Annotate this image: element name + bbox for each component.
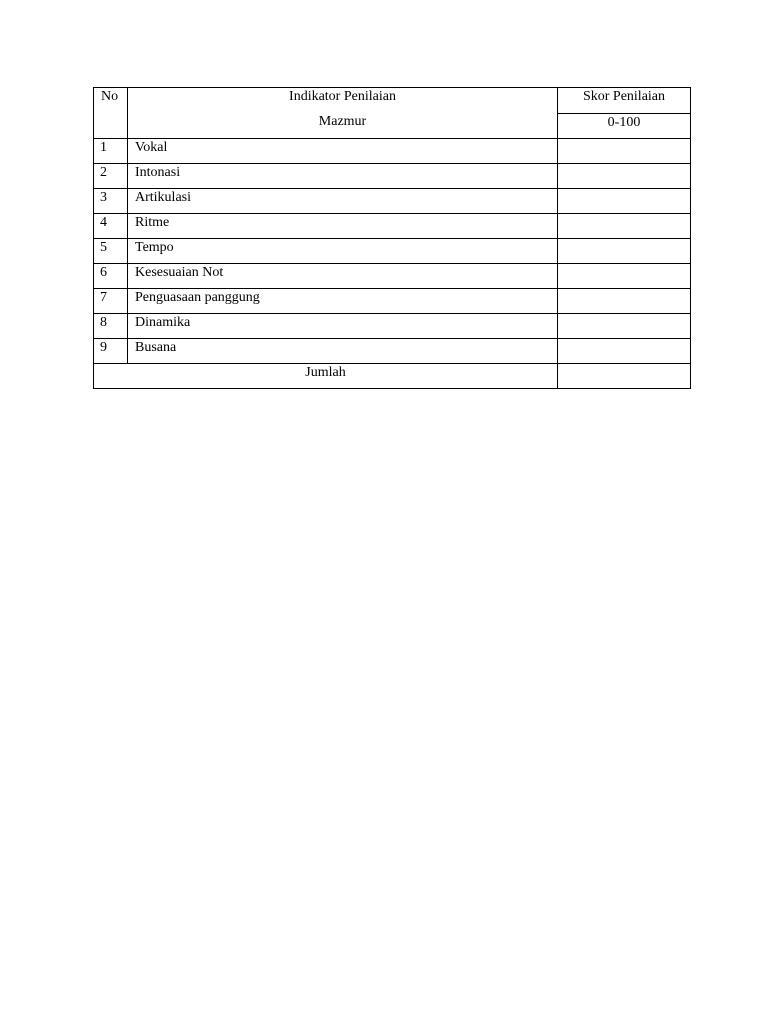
row-indicator-cell [128,314,558,339]
row-no-cell [94,164,128,189]
row-no-cell [94,214,128,239]
header-score-cell [558,88,691,114]
row-indicator-cell [128,214,558,239]
table-row [94,314,691,339]
row-score-cell [558,339,691,364]
row-score [558,239,690,241]
row-indicator: Kesesuaian Not [135,265,224,280]
row-no: 4 [100,215,107,230]
header-score-line2: 0-100 [607,114,641,130]
header-score-line1: Skor Penilaian [582,89,666,104]
table-row [94,339,691,364]
header-indicator-cell [128,88,558,139]
row-indicator-cell [128,139,558,164]
row-indicator: Intonasi [135,165,181,180]
row-score [558,264,690,266]
row-no-cell [94,139,128,164]
row-no: 1 [100,140,107,155]
row-indicator: Vokal [135,140,168,155]
row-score [558,189,690,191]
table-row [94,164,691,189]
table-row [94,239,691,264]
row-no-cell [94,239,128,264]
row-no: 5 [100,240,107,255]
row-score [558,139,690,141]
row-no: 3 [100,190,107,205]
row-score-cell [558,264,691,289]
footer-label: Jumlah [305,365,346,380]
row-indicator-cell [128,239,558,264]
row-indicator: Dinamika [135,315,191,330]
header-no-label: No [101,89,119,104]
table-row [94,189,691,214]
row-no: 9 [100,340,107,355]
row-no-cell [94,289,128,314]
footer-score [558,364,690,366]
table-row [94,264,691,289]
row-score [558,339,690,341]
row-no-cell [94,339,128,364]
table-row [94,139,691,164]
row-no-cell [94,189,128,214]
row-indicator: Ritme [135,215,170,230]
row-no-cell [94,264,128,289]
row-score-cell [558,314,691,339]
row-score-cell [558,139,691,164]
row-score [558,164,690,166]
row-indicator-cell [128,164,558,189]
row-score-cell [558,164,691,189]
header-indicator-line2: Mazmur [318,114,367,129]
row-no: 2 [100,165,107,180]
row-indicator-cell [128,289,558,314]
row-indicator: Tempo [135,240,174,255]
row-score [558,289,690,291]
row-indicator-cell [128,339,558,364]
row-no: 8 [100,315,107,330]
row-indicator: Penguasaan panggung [135,290,260,305]
table-footer-row [94,364,691,389]
header-indicator-line1: Indikator Penilaian [289,89,396,104]
row-score-cell [558,189,691,214]
row-indicator-cell [128,189,558,214]
table-row [94,214,691,239]
row-score [558,214,690,216]
footer-score-cell [558,364,691,389]
row-indicator-cell [128,264,558,289]
assessment-table [93,87,691,389]
row-score [558,314,690,316]
header-score-range-cell [558,113,691,139]
table-row [94,289,691,314]
row-no: 7 [100,290,107,305]
row-score-cell [558,214,691,239]
header-no-cell [94,88,128,139]
footer-label-cell [94,364,558,389]
row-no: 6 [100,265,107,280]
table-header-row-1 [94,88,691,114]
row-indicator: Artikulasi [135,190,191,205]
row-score-cell [558,239,691,264]
row-indicator: Busana [135,340,177,355]
row-no-cell [94,314,128,339]
row-score-cell [558,289,691,314]
